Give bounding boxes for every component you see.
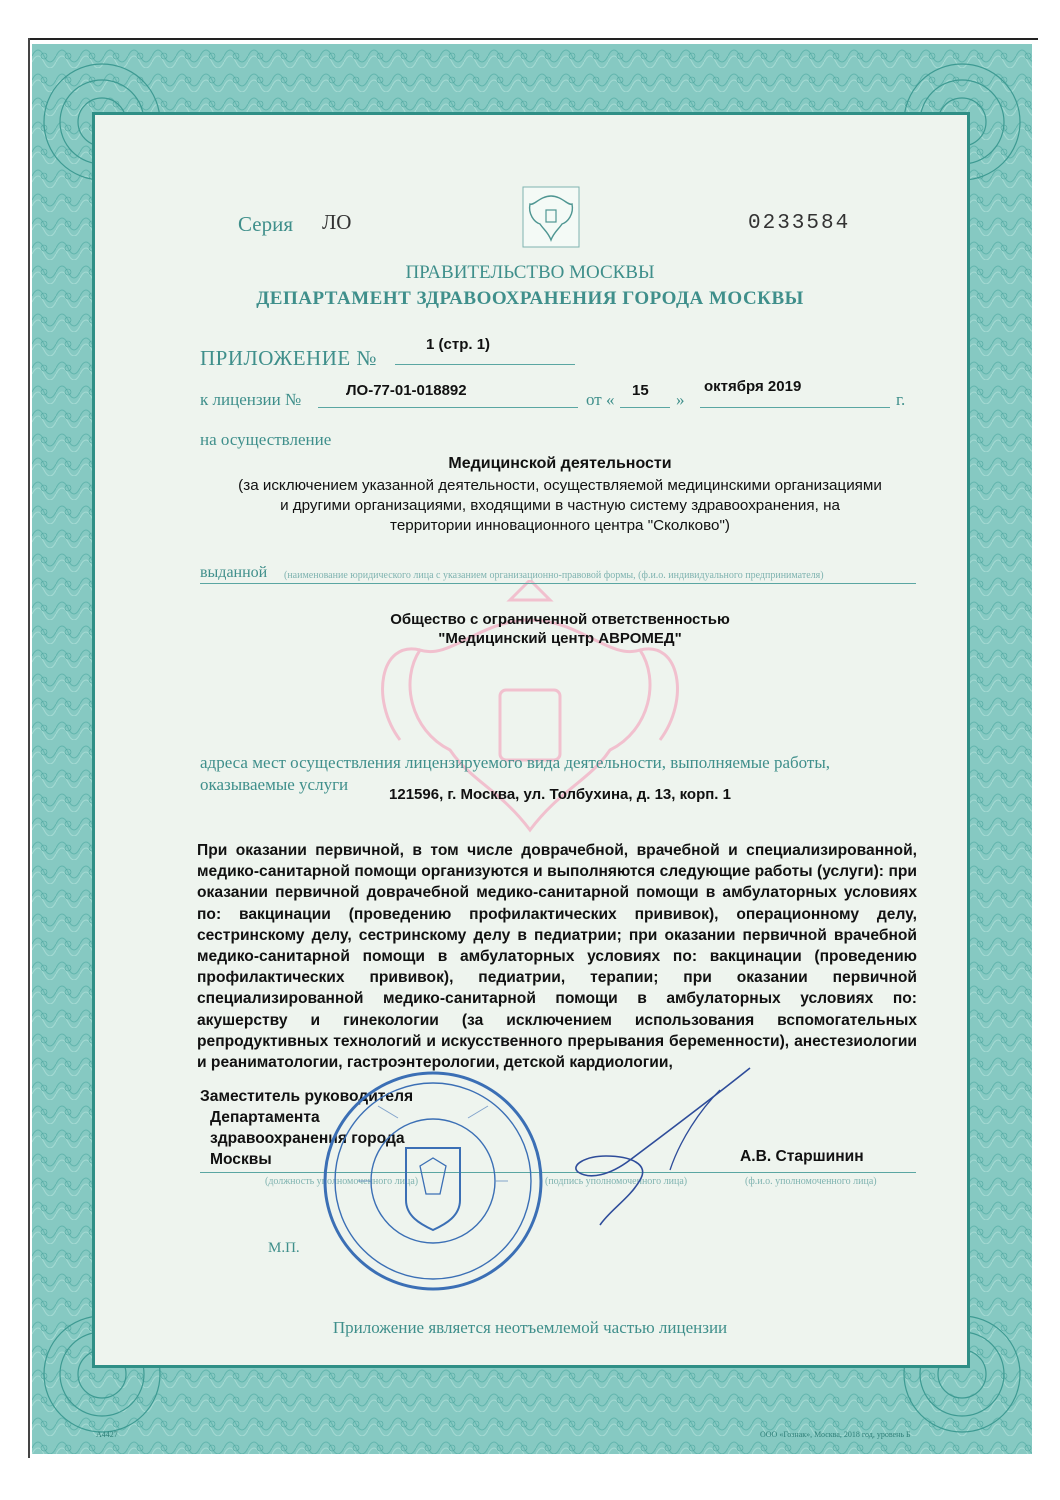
official-seal	[318, 1066, 548, 1296]
activity-condition-line: территории инновационного центра "Сколково")	[390, 517, 730, 534]
license-label: к лицензии №	[200, 390, 302, 409]
caption-signature: (подпись уполномоченного лица)	[545, 1176, 688, 1187]
activity-title: Медицинской деятельности	[448, 455, 672, 472]
handwritten-signature	[560, 1060, 760, 1230]
footer-note: Приложение является неотъемлемой частью лицензии	[332, 1318, 728, 1337]
issued-caption: (наименование юридического лица с указанием организационно-правовой формы, (ф.и.о. индивидуального предпринимателя)	[284, 570, 824, 581]
services-description: При оказании первичной, в том числе доврачебной, врачебной и специализированной, медико-санитарной помощи организуются и выполняются следующие работы (услуги): при оказании первичной доврачебной медико-санитарной помощи в амбулаторных условиях по: вакцинации (проведению профилактических прививок), операционному делу, сестринскому делу, сестринскому делу в педиатрии; при оказании первичной врачебной медико-санитарной помощи в амбулаторных условиях по: вакцинации (проведению профилактических прививок), педиатрии, терапии; при оказании первичной специализированной медико-санитарной помощи в амбулаторных условиях по: акушерству и гинекологии (за исключением использования вспомогательных репродуктивных технологий и искусственного прерывания беременности), анестезиологии и реаниматологии, гастроэнтерологии, детской кардиологии,	[197, 842, 917, 1072]
license-day: 15	[632, 382, 649, 399]
activity-condition-line: (за исключением указанной деятельности, осуществляемой медицинскими организациями	[238, 477, 882, 494]
license-year-suffix: г.	[896, 390, 906, 409]
signatory-line: Заместитель руководителя	[200, 1088, 414, 1105]
organization-line: "Медицинский центр АВРОМЕД"	[438, 630, 682, 647]
issued-label: выданной	[200, 564, 268, 581]
signatory-line: здравоохранения города	[210, 1130, 405, 1147]
license-day-underline	[620, 407, 670, 408]
signature-underline	[200, 1172, 916, 1173]
form-number: 0233584	[748, 212, 851, 235]
scan-left-edge	[28, 38, 30, 1458]
caption-position: (должность уполномоченного лица)	[265, 1176, 419, 1187]
series-label: Серия	[238, 212, 293, 236]
scan-top-edge	[28, 38, 1038, 40]
footer-left-code: А4427	[96, 1430, 118, 1439]
coat-of-arms-icon	[522, 186, 580, 248]
signatory-line: Москвы	[210, 1151, 272, 1168]
license-number-underline	[318, 407, 578, 408]
seal-place-label: М.П.	[268, 1240, 300, 1256]
signatory-name: А.В. Старшинин	[740, 1148, 864, 1165]
license-day-close: »	[676, 390, 685, 409]
organization-name	[290, 610, 830, 648]
department-title: ДЕПАРТАМЕНТ ЗДРАВООХРАНЕНИЯ ГОРОДА МОСКВЫ	[256, 288, 804, 309]
appendix-label: ПРИЛОЖЕНИЕ №	[200, 346, 377, 370]
activity-label: на осуществление	[200, 430, 332, 449]
address-value: 121596, г. Москва, ул. Толбухина, д. 13, корп. 1	[389, 786, 731, 803]
address-label-line: оказываемые услуги	[200, 775, 349, 794]
license-from-label: от «	[586, 390, 615, 409]
license-month-year: октября 2019	[704, 378, 802, 395]
government-title: ПРАВИТЕЛЬСТВО МОСКВЫ	[405, 262, 655, 283]
activity-conditions	[190, 476, 930, 536]
activity-condition-line: и другими организациями, входящими в частную систему здравоохранения, на	[280, 497, 840, 514]
license-number: ЛО-77-01-018892	[346, 382, 467, 399]
caption-name: (ф.и.о. уполномоченного лица)	[745, 1176, 877, 1187]
organization-line: Общество с ограниченной ответственностью	[390, 611, 730, 628]
address-label-line: адреса мест осуществления лицензируемого вида деятельности, выполняемые работы,	[200, 753, 831, 772]
license-month-underline	[700, 407, 890, 408]
signatory-line: Департамента	[210, 1109, 320, 1126]
issued-underline	[200, 583, 916, 584]
series-value: ЛО	[322, 210, 352, 234]
footer-right-code: ООО «Гознак», Москва, 2018 год, уровень Б	[760, 1430, 911, 1439]
appendix-underline	[395, 364, 575, 365]
appendix-value: 1 (стр. 1)	[426, 336, 491, 353]
